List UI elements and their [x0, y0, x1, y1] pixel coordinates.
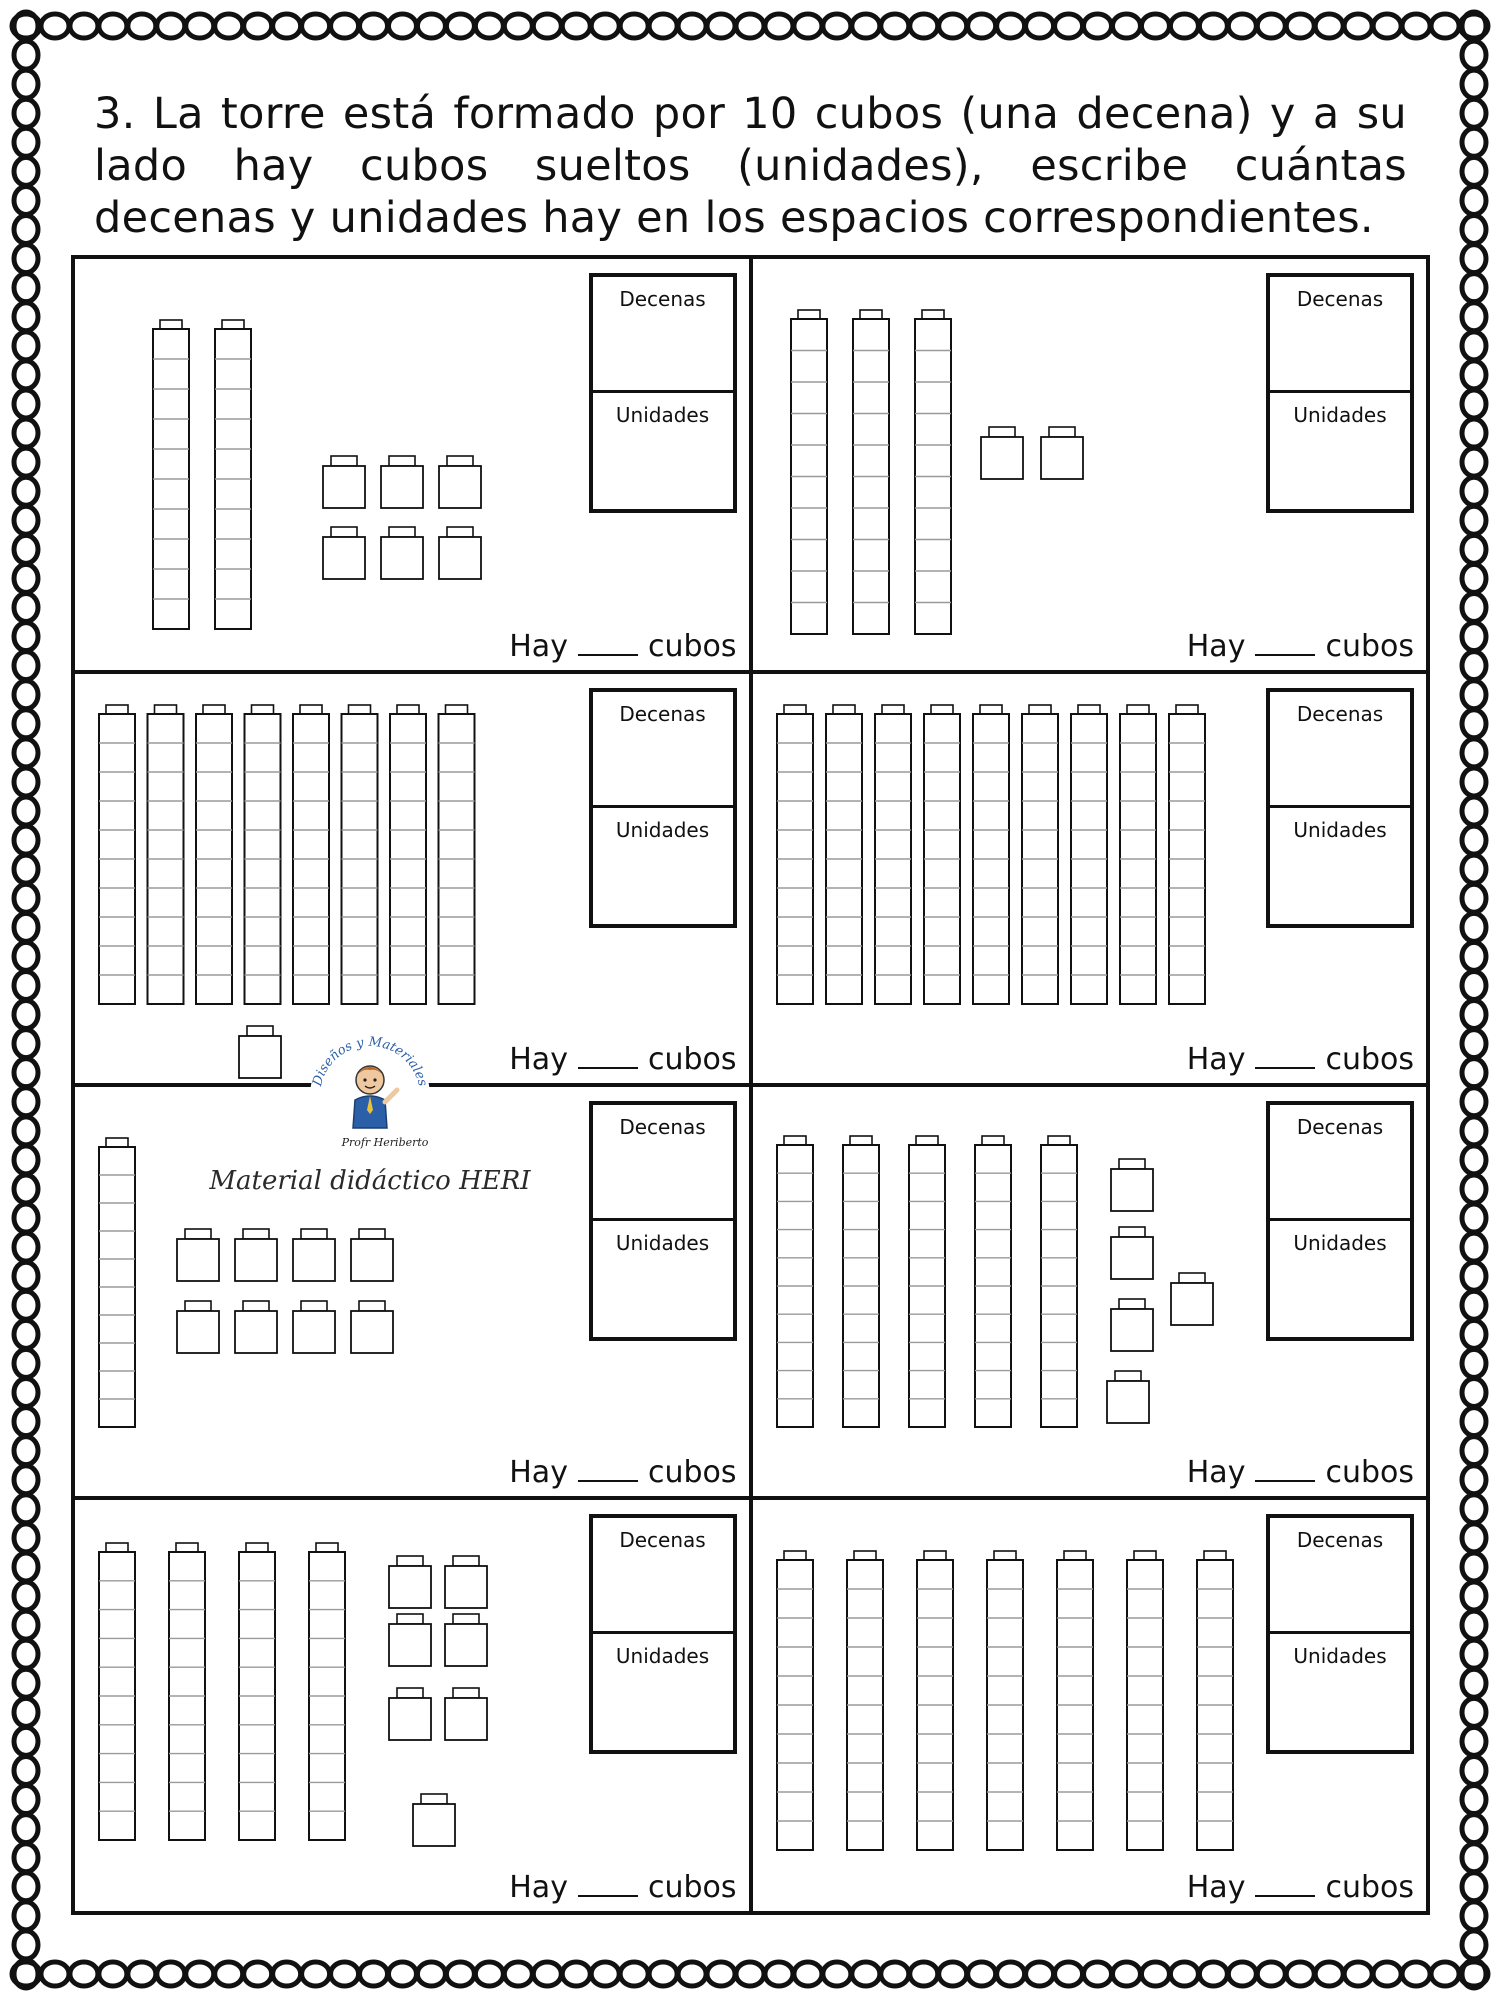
total-blank[interactable] — [578, 1476, 638, 1482]
ten-tower — [1022, 705, 1058, 1004]
cubos-label: cubos — [647, 1870, 737, 1905]
hay-label: Hay — [509, 1042, 568, 1077]
place-value-box — [1266, 273, 1414, 513]
total-cubes-line — [509, 1455, 736, 1490]
decenas-cell[interactable]: Decenas — [593, 692, 733, 808]
unit-cube — [445, 1614, 487, 1666]
ten-tower — [99, 1138, 135, 1427]
cubos-label: cubos — [1325, 1042, 1414, 1077]
total-cubes-line — [1187, 629, 1414, 664]
unit-cube — [1107, 1371, 1149, 1423]
total-cubes-line — [1187, 1455, 1414, 1490]
ten-tower — [1071, 705, 1107, 1004]
ten-tower — [153, 320, 189, 629]
total-cubes-line — [509, 1042, 736, 1077]
total-cubes-line — [1187, 1042, 1414, 1077]
teacher-mascot-seal — [305, 1028, 435, 1158]
total-blank[interactable] — [1255, 1476, 1315, 1482]
unit-cube — [293, 1229, 335, 1281]
ten-tower — [853, 310, 889, 634]
unit-cube — [235, 1229, 277, 1281]
hay-label: Hay — [1186, 1042, 1246, 1077]
unit-cube — [293, 1301, 335, 1353]
exercise-panel — [751, 1085, 1427, 1498]
place-value-box — [589, 688, 737, 928]
unit-cube — [381, 456, 423, 508]
unit-cube — [323, 527, 365, 579]
ten-tower — [1127, 1551, 1163, 1850]
exercise-panel — [75, 672, 751, 1085]
hay-label: Hay — [509, 1455, 568, 1490]
cubos-label: cubos — [647, 1455, 737, 1490]
hay-label: Hay — [509, 1870, 568, 1905]
total-blank[interactable] — [578, 1891, 638, 1897]
cubos-label: cubos — [647, 1042, 737, 1077]
ten-tower — [975, 1136, 1011, 1427]
ten-tower — [99, 1543, 135, 1840]
place-value-box — [589, 1101, 737, 1341]
hay-label: Hay — [509, 629, 568, 664]
decenas-cell[interactable]: Decenas — [1270, 277, 1410, 393]
place-value-box — [589, 1514, 737, 1754]
ten-tower — [215, 320, 251, 629]
decenas-cell[interactable]: Decenas — [1270, 692, 1410, 808]
ten-tower — [826, 705, 862, 1004]
exercise-panel — [75, 1498, 751, 1911]
unit-cube — [1041, 427, 1083, 479]
unit-cube — [389, 1614, 431, 1666]
decenas-cell[interactable]: Decenas — [1270, 1518, 1410, 1634]
total-cubes-line — [1187, 1870, 1414, 1905]
total-blank[interactable] — [1255, 1891, 1315, 1897]
ten-tower — [847, 1551, 883, 1850]
hay-label: Hay — [1186, 1455, 1246, 1490]
ten-tower — [1057, 1551, 1093, 1850]
unit-cube — [439, 527, 481, 579]
unit-cube — [381, 527, 423, 579]
ten-tower — [1169, 705, 1205, 1004]
ten-tower — [1197, 1551, 1233, 1850]
unit-cube — [177, 1229, 219, 1281]
unit-cube — [413, 1794, 455, 1846]
unidades-cell[interactable]: Unidades — [1293, 403, 1387, 427]
logo-signature: Profr Heriberto — [341, 1136, 429, 1149]
unidades-cell[interactable]: Unidades — [615, 403, 710, 427]
ten-tower — [973, 705, 1009, 1004]
place-value-box — [589, 273, 737, 513]
place-value-box — [1266, 688, 1414, 928]
decenas-cell[interactable]: Decenas — [593, 1518, 733, 1634]
publisher-logo — [205, 1028, 535, 1218]
cubos-label: cubos — [1325, 629, 1414, 664]
ten-tower — [390, 705, 426, 1004]
cubos-label: cubos — [1325, 1870, 1414, 1905]
ten-tower — [1120, 705, 1156, 1004]
ten-tower — [342, 705, 378, 1004]
ten-tower — [309, 1543, 345, 1840]
ten-tower — [917, 1551, 953, 1850]
exercise-instruction: 3. La torre está formado por 10 cubos (una decena) y a su lado hay cubos sueltos (unidades), escribe cuántas decenas y unidades hay en los espacios correspondientes. — [94, 89, 1407, 243]
total-blank[interactable] — [1255, 650, 1315, 656]
ten-tower — [924, 705, 960, 1004]
unit-cube — [351, 1229, 393, 1281]
logo-arc-text: Diseños y Materiales — [310, 1034, 430, 1088]
ten-tower — [293, 705, 329, 1004]
ten-tower — [1041, 1136, 1077, 1427]
unit-cube — [981, 427, 1023, 479]
unidades-cell[interactable]: Unidades — [615, 1231, 710, 1255]
unit-cube — [1111, 1299, 1153, 1351]
unit-cube — [235, 1301, 277, 1353]
exercise-panel — [751, 1498, 1427, 1911]
unit-cube — [1111, 1227, 1153, 1279]
unit-cube — [445, 1688, 487, 1740]
total-cubes-line — [509, 1870, 736, 1905]
ten-tower — [909, 1136, 945, 1427]
ten-tower — [843, 1136, 879, 1427]
cubos-label: cubos — [647, 629, 737, 664]
unit-cube — [439, 456, 481, 508]
ten-tower — [777, 1136, 813, 1427]
ten-tower — [196, 705, 232, 1004]
unidades-cell[interactable]: Unidades — [615, 818, 710, 842]
exercise-panel — [751, 259, 1427, 672]
logo-brand-text: Material didáctico HERI — [209, 1166, 531, 1196]
total-cubes-line — [509, 629, 736, 664]
place-value-box — [1266, 1514, 1414, 1754]
unit-cube — [1111, 1159, 1153, 1211]
unidades-cell[interactable]: Unidades — [615, 1644, 710, 1668]
unidades-cell[interactable]: Unidades — [1293, 1644, 1387, 1668]
cubos-label: cubos — [1325, 1455, 1414, 1490]
exercise-panel — [75, 259, 751, 672]
unit-cube — [1171, 1273, 1213, 1325]
unit-cube — [389, 1556, 431, 1608]
ten-tower — [148, 705, 184, 1004]
ten-tower — [245, 705, 281, 1004]
ten-tower — [99, 705, 135, 1004]
unidades-cell[interactable]: Unidades — [1293, 818, 1387, 842]
ten-tower — [169, 1543, 205, 1840]
decenas-cell[interactable]: Decenas — [593, 1105, 733, 1221]
unit-cube — [351, 1301, 393, 1353]
ten-tower — [791, 310, 827, 634]
ten-tower — [987, 1551, 1023, 1850]
unidades-cell[interactable]: Unidades — [1293, 1231, 1387, 1255]
hay-label: Hay — [1186, 1870, 1246, 1905]
ten-tower — [439, 705, 475, 1004]
total-blank[interactable] — [1255, 1063, 1315, 1069]
ten-tower — [777, 705, 813, 1004]
exercise-panel — [751, 672, 1427, 1085]
ten-tower — [777, 1551, 813, 1850]
ten-tower — [915, 310, 951, 634]
total-blank[interactable] — [578, 1063, 638, 1069]
decenas-cell[interactable]: Decenas — [1270, 1105, 1410, 1221]
ten-tower — [239, 1543, 275, 1840]
unit-cube — [445, 1556, 487, 1608]
unit-cube — [389, 1688, 431, 1740]
unit-cube — [323, 456, 365, 508]
place-value-box — [1266, 1101, 1414, 1341]
decenas-cell[interactable]: Decenas — [593, 277, 733, 393]
total-blank[interactable] — [578, 650, 638, 656]
ten-tower — [875, 705, 911, 1004]
unit-cube — [177, 1301, 219, 1353]
hay-label: Hay — [1186, 629, 1246, 664]
